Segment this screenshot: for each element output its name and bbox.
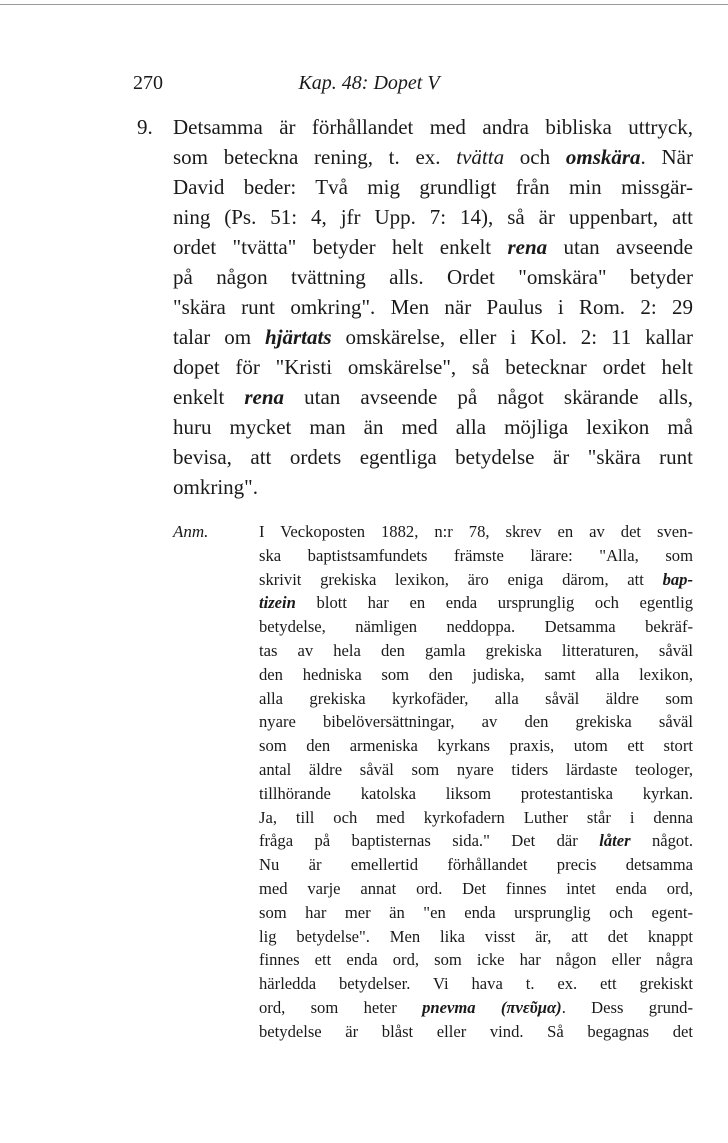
- section-line: [133, 292, 693, 322]
- text-segment: bevisa, att ordets egentliga betydelse är "skära runt: [173, 445, 693, 469]
- text-segment: enkelt: [173, 385, 245, 409]
- section-line: [133, 322, 693, 352]
- note-line: [259, 639, 693, 663]
- text-segment: dopet för "Kristi omskärelse", så betecknar ordet helt: [173, 355, 693, 379]
- text-segment: ord, som heter: [259, 997, 423, 1017]
- emphasized-word: rena: [244, 385, 285, 409]
- note-line: [259, 591, 693, 615]
- text-segment: omkring".: [173, 475, 258, 499]
- text-segment: finnes ett enda ord, som icke har någon eller några: [259, 950, 693, 970]
- emphasized-word: pnevma: [422, 997, 476, 1017]
- text-segment: lig betydelse". Men lika visst är, att det knappt: [259, 926, 693, 946]
- text-segment: huru mycket man än med alla möjliga lexikon må: [173, 415, 693, 439]
- text-segment: betydelse, nämligen neddoppa. Detsamma bekräf-: [259, 617, 693, 637]
- note-line: [259, 829, 693, 853]
- text-segment: den hedniska som den judiska, samt alla lexikon,: [259, 664, 693, 684]
- section-line: [133, 472, 693, 502]
- section-line: [133, 112, 693, 142]
- note-line: [259, 1020, 693, 1044]
- note-line: [259, 710, 693, 734]
- text-segment: som har mer än "en enda ursprunglig och egent-: [259, 902, 693, 922]
- text-segment: antal äldre såväl som nyare tiders lärdaste teologer,: [259, 759, 693, 779]
- text-segment: Ja, till och med kyrkofadern Luther står i denna: [259, 807, 693, 827]
- text-segment: och: [504, 145, 566, 169]
- section-line: [133, 352, 693, 382]
- emphasized-word: låter: [599, 831, 631, 851]
- text-segment: betydelse är blåst eller vind. Så begagnas det: [259, 1021, 693, 1041]
- text-segment: fråga på baptisternas sida." Det där: [259, 831, 600, 851]
- emphasized-word: rena: [507, 235, 548, 259]
- text-segment: tas av hela den gamla grekiska litteraturen, såväl: [259, 640, 693, 660]
- page-number: 270: [133, 72, 163, 94]
- text-segment: ska baptistsamfundets främste lärare: "Alla, som: [259, 545, 693, 565]
- text-segment: utan avseende på något skärande alls,: [284, 385, 693, 409]
- emphasized-word: hjärtats: [265, 325, 332, 349]
- note-line: [259, 853, 693, 877]
- text-segment: Detsamma är förhållandet med andra bibliska uttryck,: [173, 115, 693, 139]
- text-segment: nyare bibelöversättningar, av den grekiska såväl: [259, 712, 693, 732]
- text-segment: skrivit grekiska lexikon, äro eniga därom, att: [259, 569, 663, 589]
- text-segment: som den armeniska kyrkans praxis, utom ett stort: [259, 736, 693, 756]
- text-segment: som beteckna rening, t. ex.: [173, 145, 457, 169]
- note-line: [259, 877, 693, 901]
- text-segment: omskärelse, eller i Kol. 2: 11 kallar: [331, 325, 693, 349]
- section-line: [133, 382, 693, 412]
- text-segment: blott har en enda ursprunglig och egentlig: [295, 593, 693, 613]
- text-segment: David beder: Två mig grundligt från min missgär-: [173, 175, 693, 199]
- text-segment: alla grekiska kyrkofäder, alla såväl äldre som: [259, 688, 693, 708]
- note-line: [259, 734, 693, 758]
- text-segment: med varje annat ord. Det finnes intet enda ord,: [259, 878, 693, 898]
- emphasized-word: tvätta: [456, 145, 505, 169]
- emphasized-word: (πνεῦμα): [475, 997, 562, 1017]
- section-line: [133, 412, 693, 442]
- text-segment: . Dess grund-: [561, 997, 694, 1017]
- note-line: [259, 520, 693, 544]
- text-segment: ordet "tvätta" betyder helt enkelt: [173, 235, 508, 259]
- text-segment: på någon tvättning alls. Ordet "omskära" betyder: [173, 265, 693, 289]
- text-segment: "skära runt omkring". Men när Paulus i Rom. 2: 29: [173, 295, 693, 319]
- emphasized-word: bap-: [662, 569, 693, 589]
- note-line: [259, 568, 693, 592]
- section-line: [133, 142, 693, 172]
- note-line: [259, 687, 693, 711]
- section-9: [133, 112, 693, 502]
- text-segment: I Veckoposten 1882, n:r 78, skrev en av det sven-: [259, 522, 693, 541]
- note-line: [259, 948, 693, 972]
- text-segment: tillhörande katolska liksom protestantiska kyrkan.: [259, 783, 693, 803]
- note-line: [259, 615, 693, 639]
- note-label: Anm.: [173, 522, 209, 541]
- section-line: [133, 262, 693, 292]
- section-line: [133, 202, 693, 232]
- top-rule: [0, 4, 728, 5]
- note-line: [259, 901, 693, 925]
- text-segment: härledda betydelser. Vi hava t. ex. ett grekiskt: [259, 974, 693, 994]
- section-body: [133, 112, 693, 502]
- text-segment: något.: [630, 831, 693, 851]
- text-segment: . När: [640, 145, 693, 169]
- note-line: [259, 925, 693, 949]
- emphasized-word: tizein: [259, 593, 296, 613]
- page-header: [0, 72, 728, 102]
- note-line: [259, 782, 693, 806]
- text-segment: talar om: [173, 325, 265, 349]
- note-line: [259, 806, 693, 830]
- section-line: [133, 232, 693, 262]
- note-body: [259, 520, 693, 1044]
- note-line: [259, 758, 693, 782]
- text-segment: Nu är emellertid förhållandet precis detsamma: [259, 855, 693, 875]
- section-number: 9.: [137, 115, 153, 139]
- emphasized-word: omskära: [565, 145, 641, 169]
- note-line: [259, 972, 693, 996]
- note-line: [259, 996, 693, 1020]
- text-segment: utan avseende: [547, 235, 693, 259]
- section-line: [133, 442, 693, 472]
- note-line: [259, 663, 693, 687]
- running-head: Kap. 48: Dopet V: [298, 72, 440, 94]
- note-line: [259, 544, 693, 568]
- section-line: [133, 172, 693, 202]
- text-segment: ning (Ps. 51: 4, jfr Upp. 7: 14), så är uppenbart, att: [173, 205, 693, 229]
